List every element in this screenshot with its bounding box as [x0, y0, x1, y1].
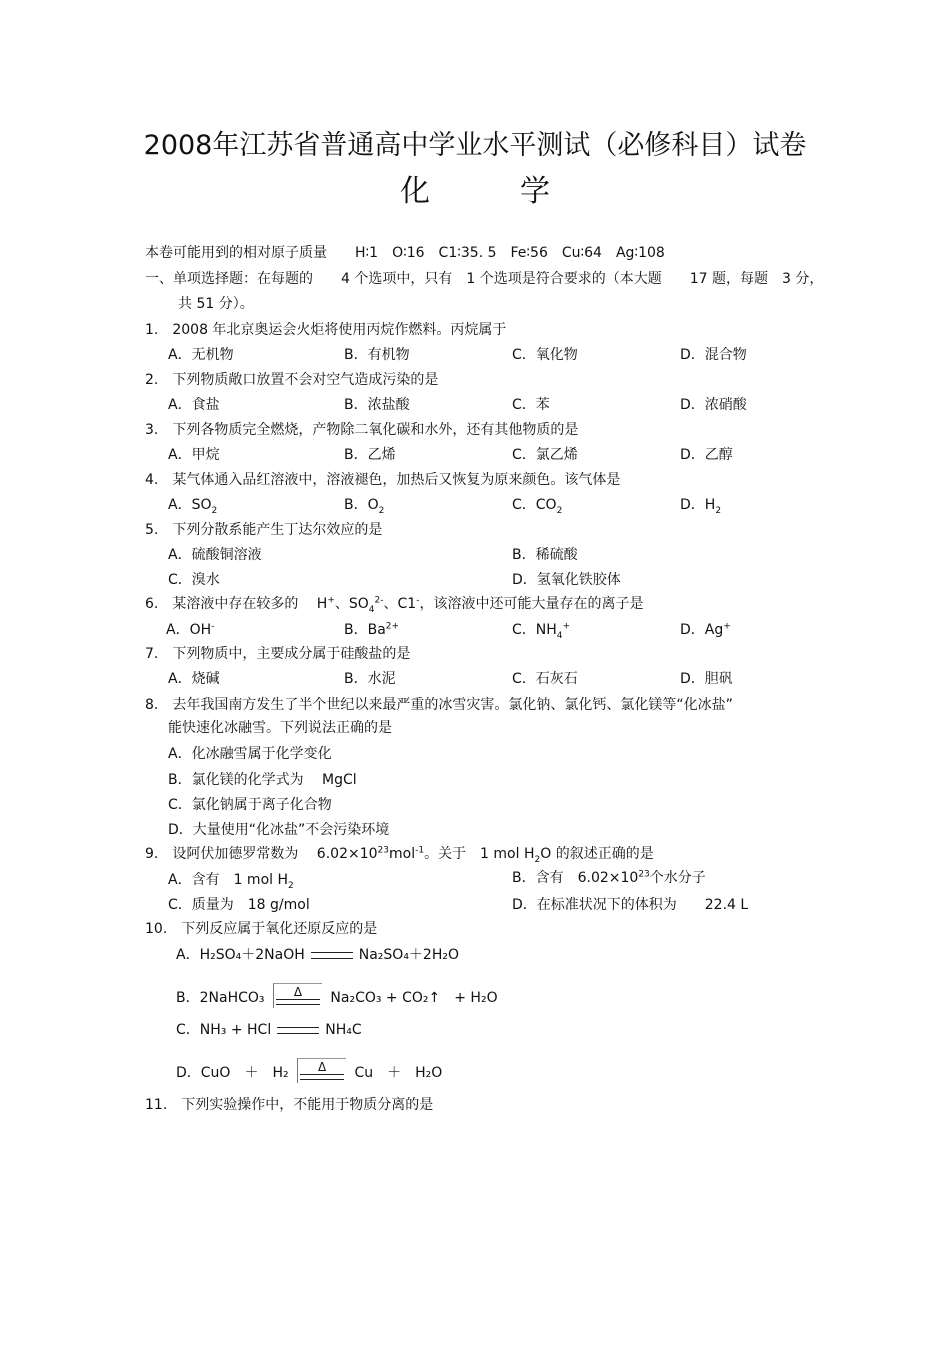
question-stem: 10. 下列反应属于氧化还原反应的是 — [145, 921, 378, 937]
question-stem: 2. 下列物质敞口放置不会对空气造成污染的是 — [145, 372, 439, 388]
question-stem: 1. 2008 年北京奥运会火炬将使用丙烷作燃料。丙烷属于 — [145, 322, 507, 338]
option-b: B．浓盐酸 — [344, 397, 410, 413]
option-a: A．无机物 — [168, 347, 234, 363]
option-b: B．$Ba^{2+}$ — [344, 621, 400, 638]
option-b: B．有机物 — [344, 347, 410, 363]
question-stem: 6. 某溶液中存在较多的 H+、$SO_4^{2-}$、C1-，该溶液中还可能大量存在的离子是 — [145, 595, 644, 615]
question-stem: 5. 下列分散系能产生丁达尔效应的是 — [145, 522, 383, 538]
option-c: C．氯乙烯 — [512, 447, 578, 463]
question-stem-cont: 能快速化冰融雪。下列说法正确的是 — [168, 720, 392, 736]
option-c: C．NH₃ + HCl NH₄C — [176, 1022, 362, 1038]
option-d: D．CuO ＋ H₂ Δ Cu ＋ H₂O — [176, 1058, 442, 1088]
option-b: B．乙烯 — [344, 447, 396, 463]
option-b: B．氯化镁的化学式为 MgCl — [168, 772, 357, 788]
option-c: C．溴水 — [168, 572, 220, 588]
option-a: A．化冰融雪属于化学变化 — [168, 746, 332, 762]
option-a: A．OH- — [166, 621, 215, 638]
option-a: A．H₂SO₄＋2NaOH Na₂SO₄＋2H₂O — [176, 947, 459, 963]
equals-sign — [277, 1027, 319, 1034]
option-d: D．$H_2$ — [680, 497, 722, 516]
section1-instructions: 一、单项选择题：在每题的 4 个选项中，只有 1 个选项是符合要求的（本大题 17 题，每题 3 分， — [145, 271, 824, 287]
option-d: D．在标准状况下的体积为 22.4 L — [512, 897, 749, 913]
atomic-masses: 本卷可能用到的相对原子质量 H∶1 O∶16 C1∶35. 5 Fe∶56 Cu∶64 Ag∶108 — [145, 245, 665, 261]
equals-sign — [311, 952, 353, 959]
option-c: C．石灰石 — [512, 671, 578, 687]
option-d: D．混合物 — [680, 347, 747, 363]
option-b: B．2NaHCO₃ Δ Na₂CO₃ + CO₂↑ + H₂O — [176, 983, 498, 1013]
option-a: A．$SO_2$ — [168, 497, 218, 516]
option-d: D．浓硝酸 — [680, 397, 747, 413]
option-d: D．乙醇 — [680, 447, 733, 463]
question-stem: 3. 下列各物质完全燃烧，产物除二氧化碳和水外，还有其他物质的是 — [145, 422, 579, 438]
question-stem: 7. 下列物质中，主要成分属于硅酸盐的是 — [145, 646, 411, 662]
question-stem: 8. 去年我国南方发生了半个世纪以来最严重的冰雪灾害。氯化钠、氯化钙、氯化镁等“化冰盐” — [145, 697, 733, 713]
option-a: A．硫酸铜溶液 — [168, 547, 262, 563]
option-a: A．烧碱 — [168, 671, 220, 687]
heat-delta: Δ — [317, 1060, 327, 1074]
option-a: A．甲烷 — [168, 447, 220, 463]
option-c: C．质量为 18 g/mol — [168, 897, 310, 913]
option-c: C．氯化钠属于离子化合物 — [168, 797, 332, 813]
option-c: C．苯 — [512, 397, 550, 413]
option-c: C．氧化物 — [512, 347, 578, 363]
option-b: B．水泥 — [344, 671, 396, 687]
option-d: D．大量使用“化冰盐”不会污染环境 — [168, 822, 390, 838]
heat-arrow — [273, 983, 322, 1013]
section1-instructions-cont: 共 51 分）。 — [178, 296, 254, 312]
question-stem: 11. 下列实验操作中，不能用于物质分离的是 — [145, 1097, 434, 1113]
exam-title: 2008年江苏省普通高中学业水平测试（必修科目）试卷 — [143, 130, 807, 161]
option-d: D．氢氧化铁胶体 — [512, 572, 621, 588]
option-a: A．食盐 — [168, 397, 220, 413]
option-c: C．$NH_4^+$ — [512, 621, 571, 641]
option-c: C．$CO_2$ — [512, 497, 563, 516]
question-stem: 4. 某气体通入品红溶液中，溶液褪色，加热后又恢复为原来颜色。该气体是 — [145, 472, 621, 488]
option-b: B．$O_2$ — [344, 497, 385, 516]
option-b: B．稀硫酸 — [512, 547, 578, 563]
option-d: D．胆矾 — [680, 671, 733, 687]
subject-title: 化 学 — [400, 174, 550, 209]
heat-arrow — [297, 1058, 346, 1088]
question-stem: 9. 设阿伏加德罗常数为 $6.02\times 10^{23}mol^{-1}$。关于 1 mol $H_2O$ 的叙述正确的是 — [145, 845, 654, 865]
option-d: D．Ag+ — [680, 621, 731, 638]
option-a: A．含有 1 mol $H_2$ — [168, 872, 294, 891]
heat-delta: Δ — [293, 985, 303, 999]
option-b: B．含有 $6.02\times 10^{23}$个水分子 — [512, 869, 706, 886]
